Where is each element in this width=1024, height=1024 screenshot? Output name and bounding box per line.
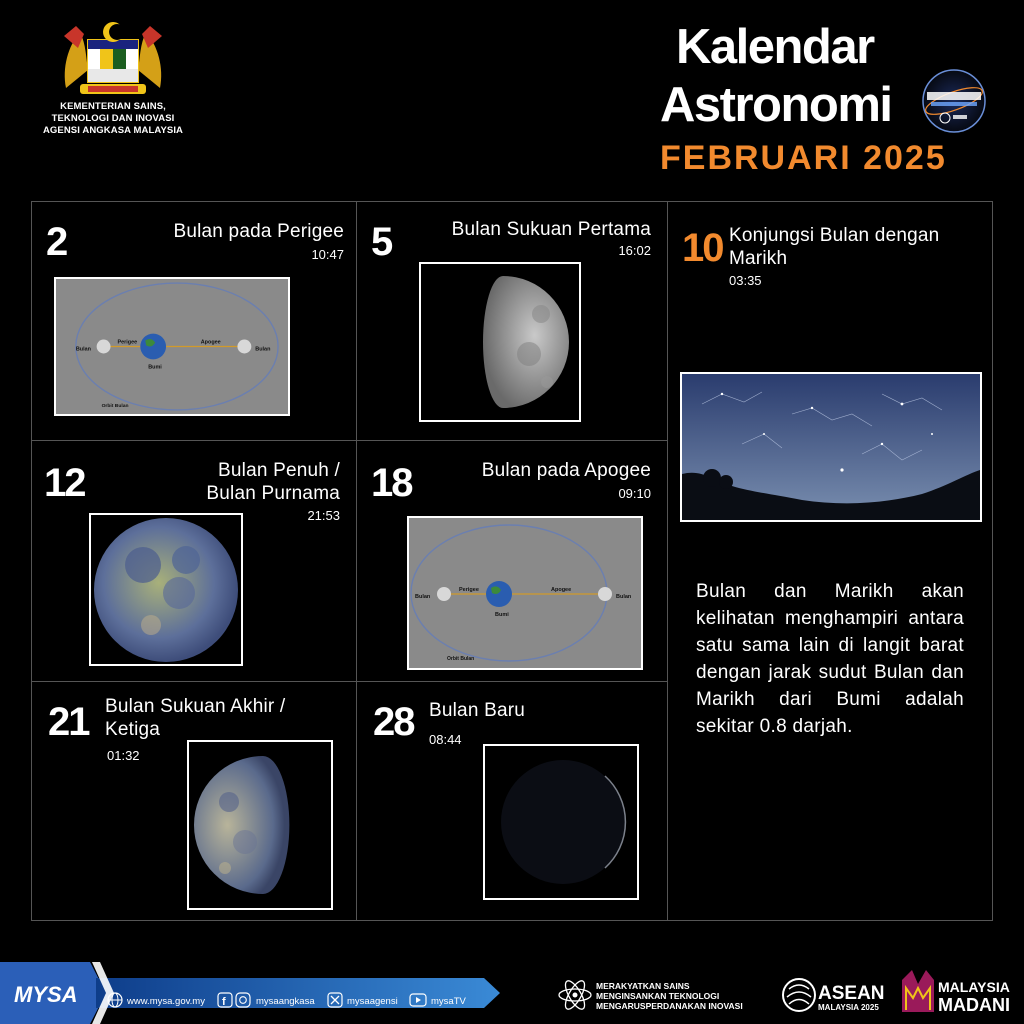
last-quarter-moon-image — [187, 740, 333, 910]
asean-subtitle: MALAYSIA 2025 — [818, 1003, 879, 1012]
diagram-moon-label: Bulan — [415, 594, 431, 600]
event-cell-apogee — [356, 440, 668, 682]
footer-slogan-1: MERAKYATKAN SAINS — [596, 981, 690, 991]
event-time: 08:44 — [429, 732, 462, 747]
event-day: 12 — [44, 461, 85, 505]
coat-of-arms-icon — [58, 18, 168, 100]
event-title: Bulan Penuh / Bulan Purnama — [206, 460, 340, 504]
diagram-orbit-label: Orbit Bulan — [447, 656, 475, 662]
footer-x-handle[interactable]: mysaagensi — [347, 996, 398, 1007]
svg-text:MERAKYATKAN SAINS MENGINSA — [596, 981, 743, 1011]
diagram-moon-label: Bulan — [616, 594, 632, 600]
event-day: 5 — [371, 220, 392, 264]
agency-name: KEMENTERIAN SAINS, TEKNOLOGI DAN INOVASI AGENSI ANGKASA MALAYSIA — [42, 101, 184, 136]
footer-facebook-instagram[interactable]: mysaangkasa — [256, 996, 315, 1007]
diagram-apogee-label: Apogee — [200, 339, 221, 346]
event-title: Bulan pada Apogee — [481, 460, 651, 481]
page-title-month: FEBRUARI 2025 — [660, 139, 947, 177]
diagram-apogee-label: Apogee — [551, 587, 572, 593]
event-title: Konjungsi Bulan dengan Marikh — [729, 225, 940, 269]
first-quarter-moon-image — [419, 262, 581, 422]
event-day: 18 — [371, 461, 412, 505]
atom-icon — [559, 978, 591, 1012]
event-day: 21 — [48, 700, 89, 744]
night-sky-image — [680, 372, 982, 522]
diagram-earth-label: Bumi — [148, 364, 162, 371]
event-title: Bulan Sukuan Akhir / Ketiga — [105, 696, 286, 740]
page-title-line1: Kalendar — [676, 20, 874, 74]
event-time: 03:35 — [729, 273, 762, 288]
madani-bottom: MADANI — [938, 995, 1010, 1015]
event-day: 28 — [373, 700, 414, 744]
footer-brand: MYSA — [14, 982, 78, 1007]
madani-top: MALAYSIA — [938, 979, 1010, 995]
footer-slogan-2: MENGINSANKAN TEKNOLOGI — [596, 991, 720, 1001]
malaysia-madani-logo-icon — [902, 970, 934, 1012]
event-title: Bulan Sukuan Pertama — [451, 219, 651, 240]
new-moon-image — [483, 744, 639, 900]
event-title: Bulan pada Perigee — [173, 221, 344, 242]
event-cell-new-moon — [356, 681, 668, 921]
diagram-perigee-label: Perigee — [117, 339, 138, 346]
svg-text:f: f — [222, 996, 226, 1008]
diagram-moon-label: Bulan — [75, 346, 91, 353]
asean-title: ASEAN — [818, 983, 885, 1004]
diagram-moon-label: Bulan — [255, 346, 271, 353]
event-time: 01:32 — [107, 748, 140, 763]
event-day: 10 — [682, 226, 723, 270]
event-cell-last-quarter — [31, 681, 357, 921]
diagram-orbit-label: Orbit Bulan — [101, 403, 129, 409]
footer-website[interactable]: www.mysa.gov.my — [127, 996, 205, 1007]
event-cell-full-moon — [31, 440, 357, 682]
diagram-earth-label: Bumi — [495, 612, 509, 618]
diagram-perigee-label: Perigee — [459, 587, 479, 593]
asean-logo-icon — [783, 979, 815, 1011]
eksplorasi-logo-icon — [921, 68, 987, 134]
footer-youtube[interactable]: mysaTV — [431, 996, 466, 1007]
event-cell-first-quarter — [356, 201, 668, 441]
event-time: 09:10 — [618, 486, 651, 501]
event-day: 2 — [46, 220, 67, 264]
footer-slogan-3: MENGARUSPERDANAKAN INOVASI — [596, 1001, 743, 1011]
event-time: 10:47 — [311, 247, 344, 262]
event-title: Bulan Baru — [429, 700, 526, 721]
event-time: 21:53 — [307, 508, 340, 523]
event-cell-perigee — [31, 201, 357, 441]
apogee-orbit-diagram — [407, 516, 643, 670]
footer-banner — [0, 962, 1024, 1024]
full-moon-image — [89, 513, 243, 666]
perigee-orbit-diagram — [54, 277, 290, 416]
page-title-line2: Astronomi — [660, 78, 892, 132]
event-description: Bulan dan Marikh akan kelihatan menghampiri antara satu sama lain di langit barat dengan jarak sudut Bulan dan Marikh dari Bumi adalah sekitar 0.8 darjah. — [696, 581, 964, 737]
event-cell-conjunction — [667, 201, 993, 921]
event-time: 16:02 — [618, 243, 651, 258]
